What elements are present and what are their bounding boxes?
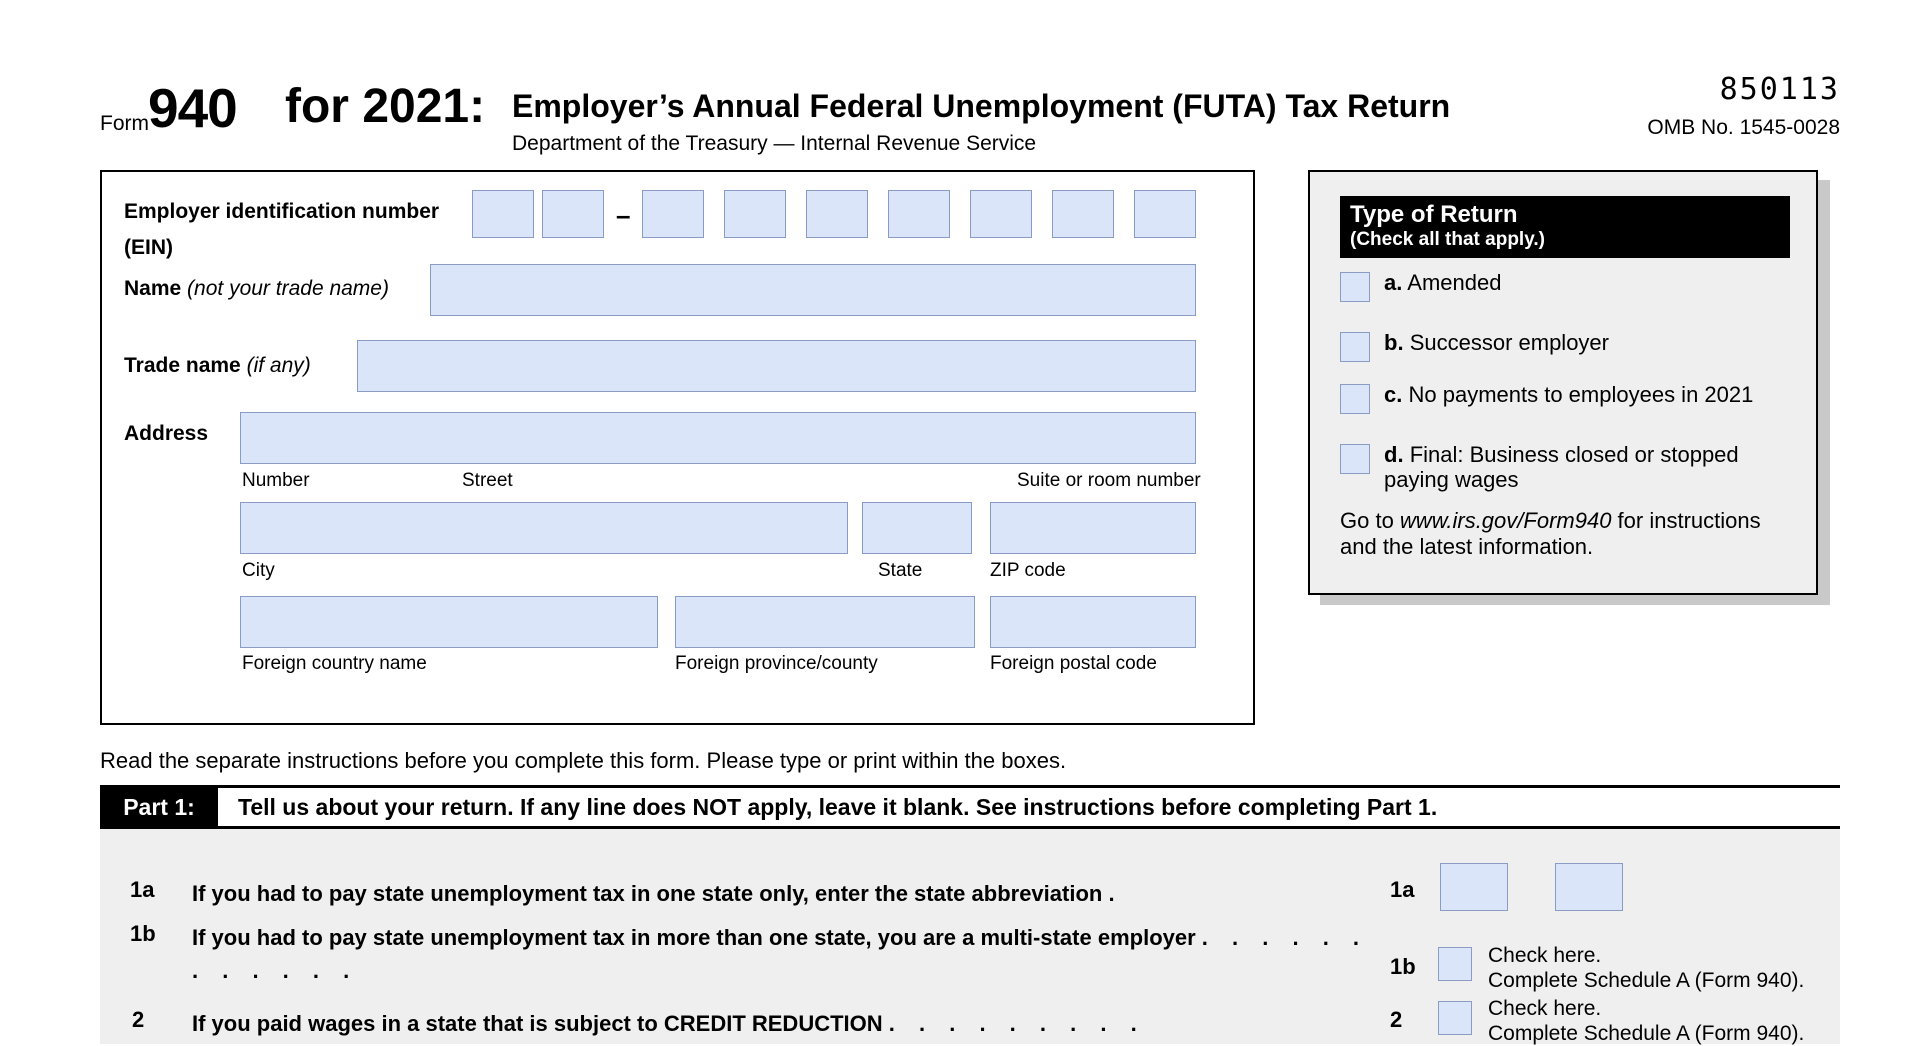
caption-city: City: [242, 560, 275, 581]
ein-digit-1[interactable]: [472, 190, 534, 238]
option-d-text: [1384, 442, 1794, 492]
name-label-italic: (not your trade name): [187, 277, 389, 300]
ein-label-line2: (EIN): [124, 236, 173, 259]
option-b-text: [1384, 330, 1794, 355]
line-1b-dots: . . . . . . . . . . . .: [192, 925, 1369, 983]
address-label: Address: [124, 422, 209, 445]
form-year: for 2021:: [285, 80, 486, 133]
employer-info-box: [100, 170, 1255, 725]
ein-digit-3[interactable]: [642, 190, 704, 238]
caption-suite: Suite or room number: [1017, 470, 1201, 491]
line-1a-text: [192, 877, 1422, 910]
line-1b-text: [192, 921, 1372, 987]
ein-digit-6[interactable]: [888, 190, 950, 238]
caption-foreign-province: Foreign province/county: [675, 653, 878, 674]
line-1a-description: If you had to pay state unemployment tax in one state only, enter the state abbreviation: [192, 881, 1103, 906]
goto-instructions: [1340, 508, 1800, 560]
foreign-country-input[interactable]: [240, 596, 658, 648]
foreign-province-input[interactable]: [675, 596, 975, 648]
line-2-dots: . . . . . . . . .: [888, 1011, 1146, 1036]
caption-zip: ZIP code: [990, 560, 1066, 581]
part1-title: Tell us about your return. If any line does NOT apply, leave it blank. See instructions before completing Part 1.: [238, 794, 1438, 820]
caption-street: Street: [462, 470, 513, 491]
line-1b-number: 1b: [130, 921, 156, 946]
zip-input[interactable]: [990, 502, 1196, 554]
form-subtitle: Department of the Treasury — Internal Revenue Service: [512, 132, 1037, 155]
name-label: [124, 277, 389, 301]
city-input[interactable]: [240, 502, 848, 554]
option-a-label: Amended: [1407, 270, 1502, 295]
name-label-bold: Name: [124, 277, 182, 300]
option-c-letter: c.: [1384, 382, 1403, 407]
line-1a-state-box-2[interactable]: [1555, 863, 1623, 911]
trade-name-label-italic: (if any): [246, 354, 311, 377]
checkbox-successor-employer[interactable]: [1340, 332, 1370, 362]
caption-foreign-country: Foreign country name: [242, 653, 427, 674]
line-2-description: If you paid wages in a state that is subject to CREDIT REDUCTION: [192, 1011, 883, 1036]
caption-number: Number: [242, 470, 310, 491]
option-c-text: [1384, 382, 1794, 407]
line-1a-right-number: 1a: [1390, 877, 1415, 902]
goto-suffix: for instructions and the latest information.: [1340, 508, 1761, 559]
ein-digit-7[interactable]: [970, 190, 1032, 238]
option-c-label: No payments to employees in 2021: [1408, 382, 1754, 407]
line-1b-right-number: 1b: [1390, 954, 1416, 979]
line-2-check-line1: Check here.: [1488, 997, 1602, 1020]
option-b-label: Successor employer: [1409, 330, 1609, 355]
option-d-letter: d.: [1384, 442, 1404, 467]
caption-state: State: [878, 560, 923, 581]
state-input[interactable]: [862, 502, 972, 554]
type-of-return-title: Type of Return: [1350, 201, 1518, 228]
type-of-return-subtitle: (Check all that apply.): [1350, 229, 1545, 250]
option-a-text: [1384, 270, 1794, 295]
line-1b-description: If you had to pay state unemployment tax in more than one state, you are a multi-state employer: [192, 925, 1196, 950]
type-of-return-header: [1340, 196, 1790, 258]
form-number: 940: [148, 77, 237, 139]
line-2-text: [192, 1007, 1372, 1040]
foreign-postal-input[interactable]: [990, 596, 1196, 648]
line-2-right-number: 2: [1390, 1007, 1403, 1032]
option-a-letter: a.: [1384, 270, 1403, 295]
ein-label: [124, 194, 474, 266]
form-header: [100, 62, 1840, 155]
part1-body: [100, 829, 1840, 1044]
trade-name-label: [124, 354, 311, 378]
ein-digit-4[interactable]: [724, 190, 786, 238]
ein-digit-9[interactable]: [1134, 190, 1196, 238]
checkbox-no-payments[interactable]: [1340, 384, 1370, 414]
type-of-return-box: [1308, 170, 1818, 595]
caption-foreign-postal: Foreign postal code: [990, 653, 1157, 674]
ein-digit-5[interactable]: [806, 190, 868, 238]
omb-number: OMB No. 1545-0028: [1647, 116, 1840, 139]
form-title: Employer’s Annual Federal Unemployment (FUTA) Tax Return: [512, 88, 1451, 124]
name-input[interactable]: [430, 264, 1196, 316]
trade-name-label-bold: Trade name: [124, 354, 241, 377]
line-1b-check-line2: Complete Schedule A (Form 940).: [1488, 969, 1805, 992]
option-d-label: Final: Business closed or stopped paying wages: [1384, 442, 1739, 492]
part1-bar: [100, 785, 1840, 829]
ein-digit-2[interactable]: [542, 190, 604, 238]
line-2-check-label: [1488, 996, 1804, 1046]
catalog-number: 850113: [1719, 72, 1840, 107]
ein-label-line1: Employer identification number: [124, 200, 440, 223]
line-1b-checkbox[interactable]: [1438, 947, 1472, 981]
line-1a-number: 1a: [130, 877, 155, 902]
trade-name-input[interactable]: [357, 340, 1196, 392]
part1-tab-label: Part 1:: [100, 788, 218, 826]
checkbox-final-business-closed[interactable]: [1340, 444, 1370, 474]
goto-url[interactable]: www.irs.gov/Form940: [1399, 508, 1612, 533]
line-1a-state-box-1[interactable]: [1440, 863, 1508, 911]
ein-digit-8[interactable]: [1052, 190, 1114, 238]
read-instructions-text: Read the separate instructions before you complete this form. Please type or print within the boxes.: [100, 748, 1067, 773]
checkbox-amended[interactable]: [1340, 272, 1370, 302]
option-b-letter: b.: [1384, 330, 1404, 355]
goto-prefix: Go to: [1340, 508, 1400, 533]
line-2-check-line2: Complete Schedule A (Form 940).: [1488, 1022, 1805, 1045]
line-1b-check-label: [1488, 943, 1804, 993]
ein-dash: –: [616, 200, 631, 230]
line-2-number: 2: [132, 1007, 145, 1032]
address-input[interactable]: [240, 412, 1196, 464]
line-2-checkbox[interactable]: [1438, 1001, 1472, 1035]
line-1b-check-line1: Check here.: [1488, 944, 1602, 967]
line-1a-dots: .: [1108, 881, 1124, 906]
form-word-label: Form: [100, 112, 149, 135]
